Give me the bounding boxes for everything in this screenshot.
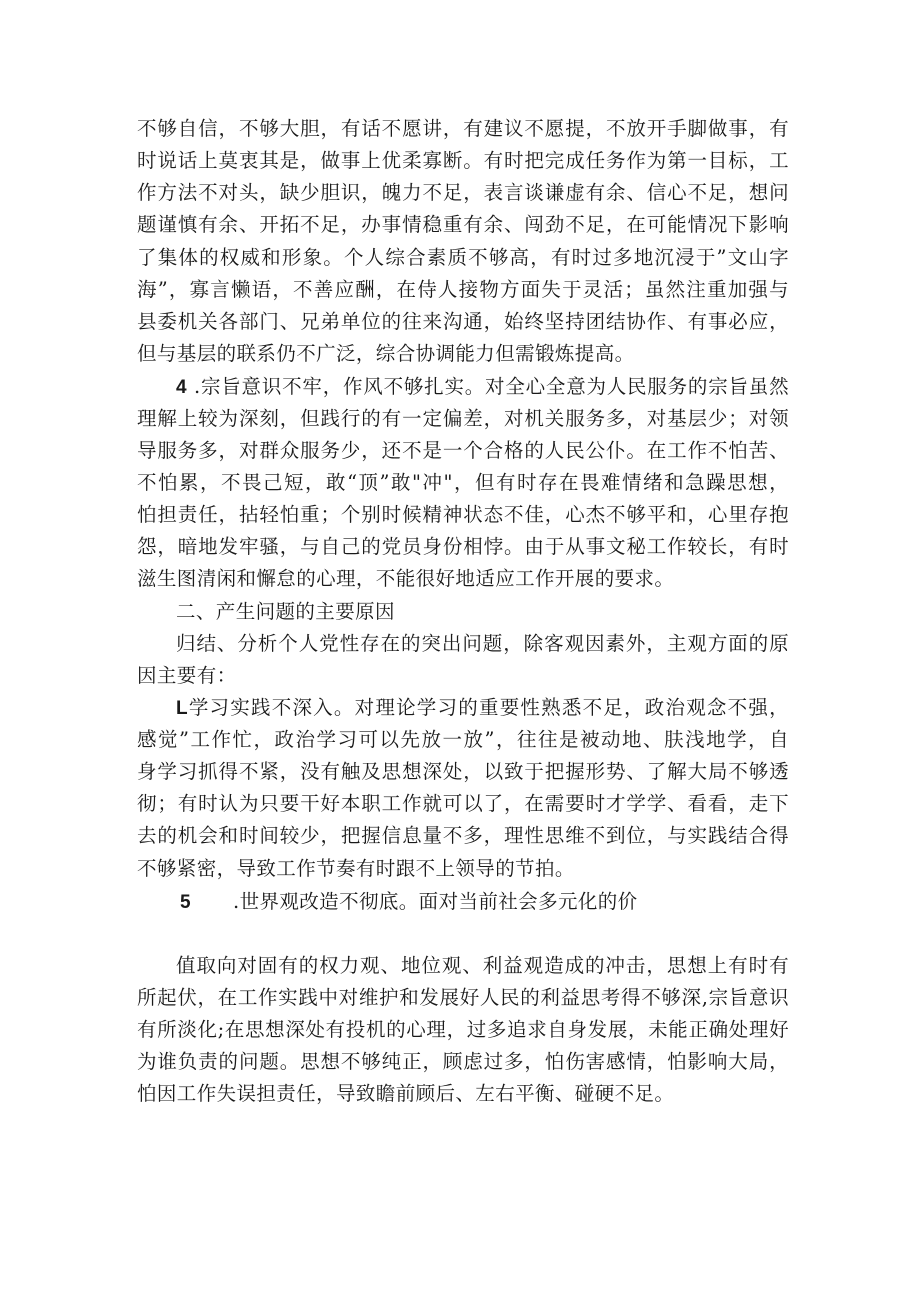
text-line: 所起伏，在工作实践中对维护和发展好人民的利益思考得不够深,宗旨意识	[137, 986, 789, 1009]
text-line: 身学习抓得不紧，没有触及思想深处，以致于把握形势、了解大局不够透	[137, 760, 789, 783]
text-line: 怕因工作失误担责任，导致瞻前顾后、左右平衡、碰硬不足。	[137, 1082, 675, 1105]
text-line: 值取向对固有的权力观、地位观、利益观造成的冲击，思想上有时有	[176, 954, 789, 977]
text-line: 怕担责任，拈轻怕重；个别时候精神状态不佳，心杰不够平和，心里存抱	[137, 503, 789, 526]
text-line: 去的机会和时间较少，把握信息量不多，理性思维不到位，与实践结合得	[137, 824, 789, 847]
text-line: 怨，暗地发牢骚，与自己的党员身份相悖。由于从事文秘工作较长，有时	[137, 535, 789, 558]
text-line: 了集体的权威和形象。个人综合素质不够高，有时过多地沉浸于”文山字	[137, 246, 789, 269]
text-line: 理解上较为深刻，但践行的有一定偏差，对机关服务多，对基层少；对领	[137, 407, 789, 430]
item-text: .宗旨意识不牢，作风不够扎实。对全心全意为人民服务的宗旨虽然	[193, 375, 789, 398]
text-line: 不够紧密，导致工作节奏有时跟不上领导的节拍。	[137, 857, 575, 880]
text-line: 归结、分析个人党性存在的突出问题，除客观因素外，主观方面的原	[176, 632, 789, 655]
item-1-first-line	[176, 693, 789, 723]
text-line: 不够自信，不够大胆，有话不愿讲，有建议不愿提，不放开手脚做事，有	[137, 117, 789, 140]
section-heading: 二、产生问题的主要原因	[176, 600, 395, 623]
item-number: L	[176, 698, 189, 719]
text-line: 为谁负责的问题。思想不够纯正，顾虑过多，怕伤害感情，怕影响大局，	[137, 1050, 789, 1073]
text-line: 有所淡化;在思想深处有投机的心理，过多追求自身发展，未能正确处理好	[137, 1018, 789, 1041]
text-line: 题谨慎有余、开拓不足，办事情稳重有余、闯劲不足，在可能情况下影响	[137, 213, 789, 236]
item-text: 学习实践不深入。对理论学习的重要性熟悉不足，政治观念不强，	[188, 696, 789, 719]
text-line: 不怕累，不畏己短，敢“顶”敢"冲"，但有时存在畏难情绪和急躁思想，	[137, 471, 789, 494]
text-line: 滋生图清闲和懈怠的心理，不能很好地适应工作开展的要求。	[137, 567, 675, 590]
text-line: 时说话上莫衷其是，做事上优柔寡断。有时把完成任务作为第一目标，工	[137, 149, 789, 172]
item-5-line	[180, 887, 680, 917]
text-line: 导服务多，对群众服务少，还不是一个合格的人民公仆。在工作不怕苦、	[137, 439, 789, 462]
item-number: 5	[180, 892, 191, 913]
item-number: 4	[176, 377, 187, 398]
text-line: 县委机关各部门、兄弟单位的往来沟通，始终坚持团结协作、有事必应，	[137, 310, 789, 333]
text-line: 作方法不对头，缺少胆识，魄力不足，表言谈谦虚有余、信心不足，想问	[137, 181, 789, 204]
item-4-first-line	[176, 372, 789, 402]
text-line: 因主要有：	[137, 664, 237, 687]
text-line: 感觉”工作忙，政治学习可以先放一放”，往往是被动地、肤浅地学，自	[137, 728, 789, 751]
item-text: .世界观改造不彻底。面对当前社会多元化的价	[232, 890, 638, 913]
text-line: 彻；有时认为只要干好本职工作就可以了，在需要时才学学、看看，走下	[137, 792, 789, 815]
text-line: 海”，寡言懒语，不善应酬，在侍人接物方面失于灵活；虽然注重加强与	[137, 278, 789, 301]
text-line: 但与基层的联系仍不广泛，综合协调能力但需锻炼提高。	[137, 342, 635, 365]
